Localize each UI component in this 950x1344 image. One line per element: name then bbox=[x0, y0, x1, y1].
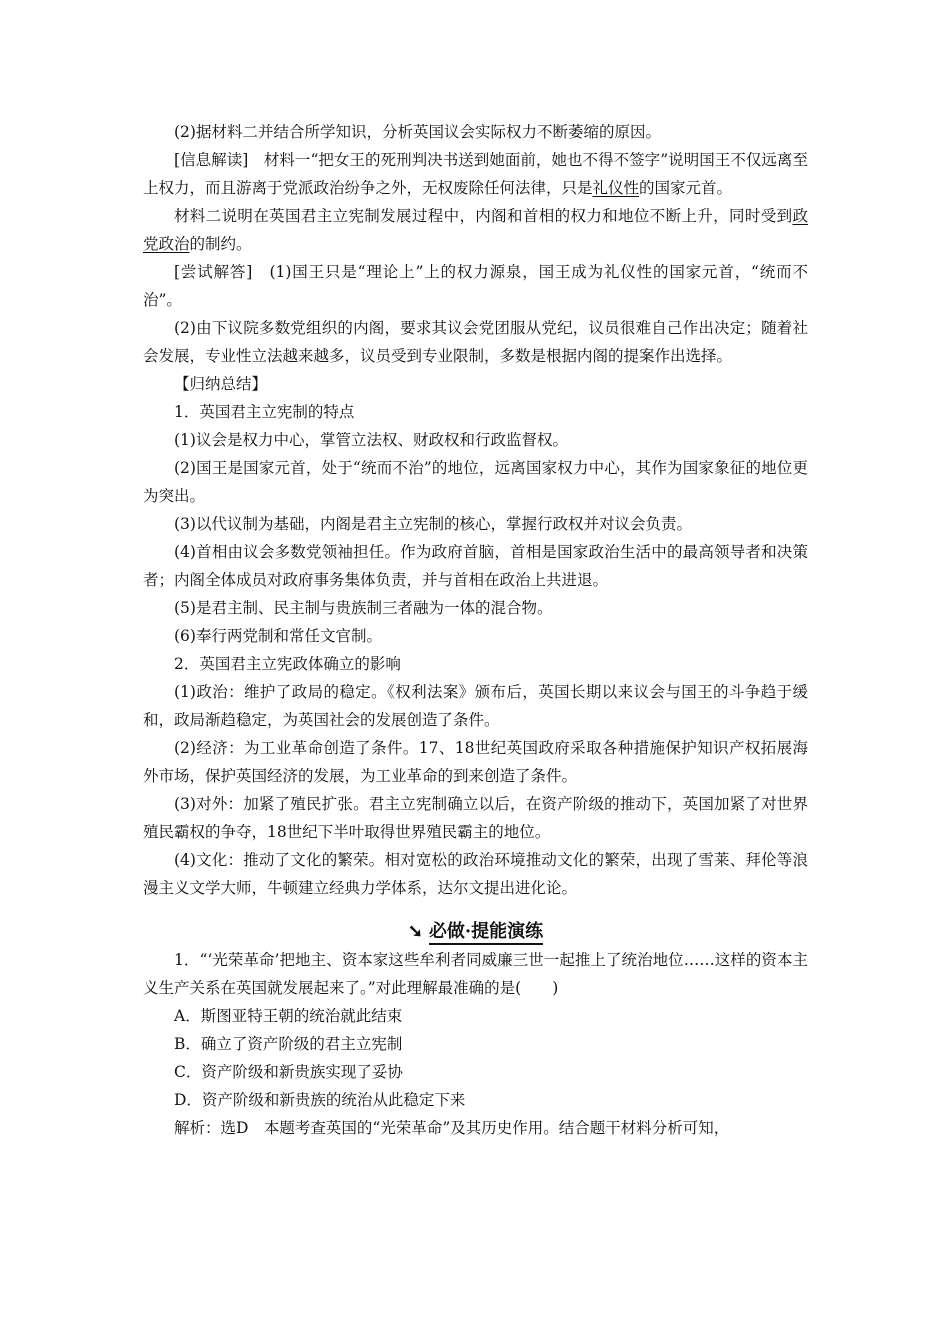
summary-item: (1)议会是权力中心，掌管立法权、财政权和行政监督权。 bbox=[174, 431, 568, 449]
summary-item: (6)奉行两党制和常任文官制。 bbox=[174, 627, 382, 645]
summary-item: (5)是君主制、民主制与贵族制三者融为一体的混合物。 bbox=[174, 599, 553, 617]
answer-2: (2)由下议院多数党组织的内阁，要求其议会党团服从党纪，议员很难自己作出决定；随着社会发展，专业性立法越来越多，议员受到专业限制，多数是根据内阁的提案作出选择。 bbox=[143, 319, 808, 365]
summary-item: (4)首相由议会多数党领袖担任。作为政府首脑，首相是国家政治生活中的最高领导者和决策者；内阁全体成员对政府事务集体负责，并与首相在政治上共进退。 bbox=[143, 543, 808, 589]
summary-item: (2)国王是国家元首，处于“统而不治”的地位，远离国家权力中心，其作为国家象征的地位更为突出。 bbox=[143, 459, 808, 505]
info-text: 的制约。 bbox=[189, 235, 252, 253]
underlined-keyword: 礼仪性 bbox=[592, 179, 640, 197]
info-reading-material-1 bbox=[143, 146, 808, 202]
summary-item: (2)经济：为工业革命创造了条件。17、18世纪英国政府采取各种措施保护知识产权拓展海外市场，保护英国经济的发展，为工业革命的到来创造了条件。 bbox=[143, 739, 808, 785]
summary-title: 【归纳总结】 bbox=[174, 375, 268, 393]
summary-item: (3)对外：加紧了殖民扩张。君主立宪制确立以后，在资产阶级的推动下，英国加紧了对世界殖民霸权的争夺，18世纪下半叶取得世界殖民霸主的地位。 bbox=[143, 795, 808, 841]
summary-heading-1: 1．英国君主立宪制的特点 bbox=[174, 403, 355, 421]
info-text: 的国家元首。 bbox=[639, 179, 733, 197]
info-reading-material-2 bbox=[143, 202, 808, 258]
underlined-keyword: 政党政治 bbox=[143, 207, 808, 253]
section-title-text: 必做·提能演练 bbox=[429, 921, 543, 945]
option-a: A．斯图亚特王朝的统治就此结束 bbox=[174, 1007, 403, 1025]
summary-item: (3)以代议制为基础，内阁是君主立宪制的核心，掌握行政权并对议会负责。 bbox=[174, 515, 692, 533]
section-heading bbox=[143, 918, 808, 946]
answer-1 bbox=[143, 258, 808, 314]
info-text: 材料一“把女王的死刑判决书送到她面前，她也不得不签字”说明国王不仅远离至上权力，而且游离于党派政治纷争之外，无权废除任何法律，只是 bbox=[143, 151, 808, 197]
question-1-analysis: 解析：选D 本题考查英国的“光荣革命”及其历史作用。结合题干材料分析可知， bbox=[174, 1119, 730, 1137]
question-1-stem: 1．“‘光荣革命’把地主、资本家这些牟利者同威廉三世一起推上了统治地位……这样的资本主义生产关系在英国就发展起来了。”对此理解最准确的是( ) bbox=[143, 951, 808, 997]
summary-heading-2: 2．英国君主立宪政体确立的影响 bbox=[174, 655, 401, 673]
arrow-down-right-icon: ➘ bbox=[407, 921, 423, 942]
question-2: (2)据材料二并结合所学知识，分析英国议会实际权力不断萎缩的原因。 bbox=[174, 123, 661, 141]
answer-text: (1)国王只是“理论上”上的权力源泉，国王成为礼仪性的国家元首，“统而不治”。 bbox=[143, 263, 808, 309]
option-b: B．确立了资产阶级的君主立宪制 bbox=[174, 1035, 403, 1053]
document-body bbox=[143, 118, 808, 1142]
option-c: C．资产阶级和新贵族实现了妥协 bbox=[174, 1063, 403, 1081]
option-d: D．资产阶级和新贵族的统治从此稳定下来 bbox=[174, 1091, 466, 1109]
info-text: 材料二说明在英国君主立宪制发展过程中，内阁和首相的权力和地位不断上升，同时受到 bbox=[174, 207, 793, 225]
info-reading-label: [信息解读] bbox=[174, 151, 249, 169]
summary-item: (1)政治：维护了政局的稳定。《权利法案》颁布后，英国长期以来议会与国王的斗争趋于缓和，政局渐趋稳定，为英国社会的发展创造了条件。 bbox=[143, 683, 808, 729]
summary-item: (4)文化：推动了文化的繁荣。相对宽松的政治环境推动文化的繁荣，出现了雪莱、拜伦等浪漫主义文学大师，牛顿建立经典力学体系，达尔文提出进化论。 bbox=[143, 851, 808, 897]
answer-label: [尝试解答] bbox=[174, 263, 253, 281]
